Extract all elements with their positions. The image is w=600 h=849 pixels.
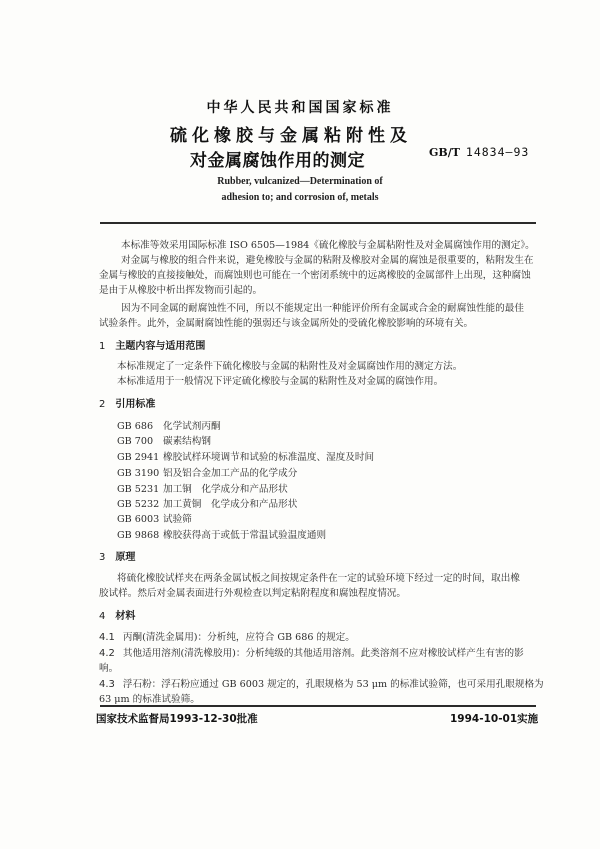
- top-divider: [100, 222, 536, 224]
- section-heading-4: 4 材料: [99, 611, 136, 622]
- title-line-1: 硫化橡胶与金属粘附性及: [170, 126, 412, 146]
- clause-4-1: 4.1 丙酮(清洗金属用)：分析纯，应符合 GB 686 的规定。: [99, 632, 355, 643]
- intro-line: 对金属与橡胶的组合件来说，避免橡胶与金属的粘附及橡胶对金属的腐蚀是很重要的，粘附发生在: [121, 255, 534, 266]
- section-1-line: 本标准适用于一般情况下评定硫化橡胶与金属的粘附性及对金属的腐蚀作用。: [117, 376, 444, 387]
- intro-line: 是由于从橡胶中析出挥发物而引起的。: [99, 285, 263, 296]
- title-line-2: 对金属腐蚀作用的测定: [190, 151, 365, 171]
- section-heading-3: 3 原理: [99, 552, 136, 563]
- intro-line: 因为不同金属的耐腐蚀性不同，所以不能规定出一种能评价所有金属或合金的耐腐蚀性能的最佳: [121, 303, 524, 314]
- implementation-date: 1994-10-01实施: [450, 713, 539, 725]
- clause-4-2: 4.2 其他适用溶剂(清洗橡胶用)：分析纯级的其他适用溶剂。此类溶剂不应对橡胶试样产生有害的影: [99, 648, 524, 659]
- section-heading-2: 2 引用标准: [99, 399, 156, 410]
- reference-item: GB 2941 橡胶试样环境调节和试验的标准温度、湿度及时间: [117, 452, 375, 463]
- section-3-line: 胶试样。然后对金属表面进行外观检查以判定粘附程度和腐蚀程度情况。: [99, 588, 406, 599]
- reference-item: GB 5231 加工铜 化学成分和产品形状: [117, 484, 288, 495]
- intro-line: 金属与橡胶的直接接触处，而腐蚀则也可能在一个密闭系统中的远离橡胶的金属部件上出现，这种腐蚀: [99, 270, 531, 281]
- clause-4-3: 4.3 浮石粉：浮石粉应通过 GB 6003 规定的，孔眼规格为 53 μm 的标准试验筛，也可采用孔眼规格为: [99, 679, 544, 690]
- approval-date: 国家技术监督局1993-12-30批准: [96, 713, 258, 725]
- standard-code: 14834—93: [465, 145, 530, 159]
- bottom-divider: [100, 705, 536, 707]
- issuer-heading: 中华人民共和国国家标准: [206, 100, 394, 116]
- english-title-line-2: adhesion to; and corrosion of, metals: [221, 192, 379, 203]
- intro-line: 本标准等效采用国际标准 ISO 6505—1984《硫化橡胶与金属粘附性及对金属腐蚀作用的测定》。: [121, 240, 535, 251]
- clause-4-2-continued: 响。: [99, 663, 119, 674]
- reference-item: GB 6003 试验筛: [117, 514, 192, 525]
- standard-number: [429, 145, 529, 159]
- section-1-line: 本标准规定了一定条件下硫化橡胶与金属的粘附性及对金属腐蚀作用的测定方法。: [117, 361, 463, 372]
- clause-4-3-continued: 63 μm 的标准试验筛。: [99, 694, 200, 705]
- section-heading-1: 1 主题内容与适用范围: [99, 341, 206, 352]
- intro-line: 试验条件。此外，金属耐腐蚀性能的强弱还与该金属所处的受硫化橡胶影响的环境有关。: [99, 318, 474, 329]
- reference-item: GB 700 碳素结构钢: [117, 436, 211, 447]
- reference-item: GB 686 化学试剂丙酮: [117, 421, 221, 432]
- section-3-line: 将硫化橡胶试样夹在两条金属试板之间按规定条件在一定的试验环境下经过一定的时间，取出橡: [117, 573, 520, 584]
- standard-prefix: GB/T: [429, 146, 460, 159]
- english-title-line-1: Rubber, vulcanized—Determination of: [217, 176, 383, 187]
- reference-item: GB 9868 橡胶获得高于或低于常温试验温度通则: [117, 530, 327, 541]
- reference-item: GB 5232 加工黄铜 化学成分和产品形状: [117, 499, 298, 510]
- reference-item: GB 3190 铝及铝合金加工产品的化学成分: [117, 468, 298, 479]
